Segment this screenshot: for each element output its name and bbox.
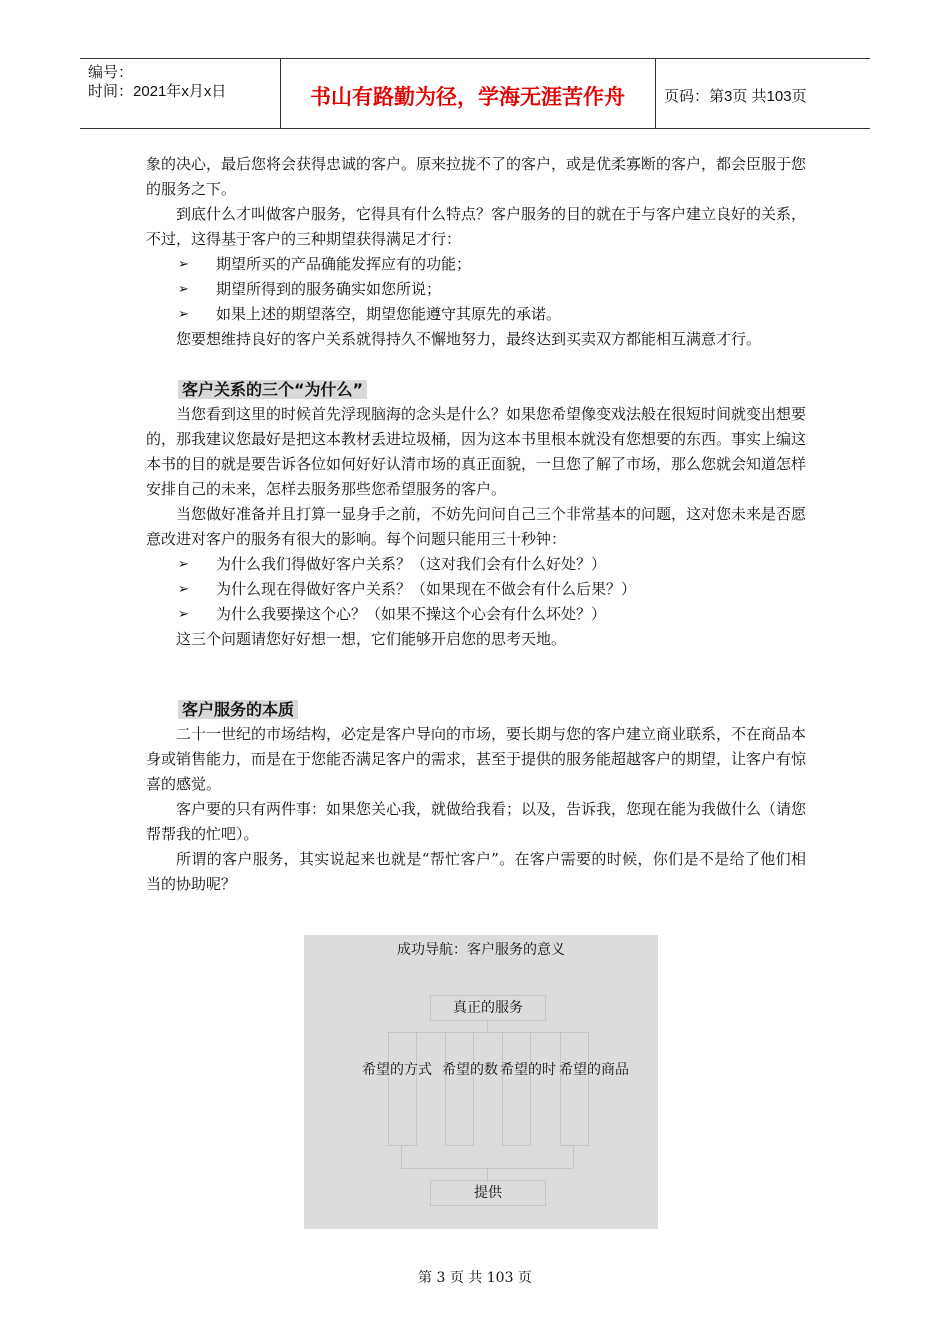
diagram-title: 成功导航：客户服务的意义 (397, 942, 565, 958)
service-diagram (304, 935, 658, 1229)
arrow-bullet-icon: ➢ (178, 257, 189, 272)
list-item-text: 为什么我们得做好客户关系？（这对我们会有什么好处？） (216, 555, 607, 573)
list-item (146, 302, 806, 327)
diagram-column-box (445, 1032, 474, 1146)
paragraph: 客户要的只有两件事：如果您关心我，就做给我看；以及，告诉我，您现在能为我做什么（请您帮帮我的忙吧）。 (146, 800, 807, 843)
arrow-bullet-icon: ➢ (178, 307, 189, 322)
diagram-connector (487, 1168, 488, 1180)
section-heading-text: 客户关系的三个“为什么” (178, 380, 367, 399)
page-header (80, 58, 870, 129)
list-item (146, 252, 806, 277)
paragraph: 当您看到这里的时候首先浮现脑海的念头是什么？如果您希望像变戏法般在很短时间就变出想要的，那我建议您最好是把这本教材丢进垃圾桶，因为这本书里根本就没有您想要的东西。事实上编这本书的目的就是要告诉各位如何好好认清市场的真正面貌，一旦您了解了市场，那么您就会知道怎样安排自己的未来，怎样去服务那些您希望服务的客户。 (146, 405, 807, 498)
diagram-connector (573, 1145, 574, 1168)
diagram-items (362, 1059, 629, 1079)
header-divider (655, 59, 656, 128)
header-motto: 书山有路勤为径，学海无涯苦作舟 (310, 86, 625, 109)
list-item-text: 期望所得到的服务确实如您所说； (216, 280, 442, 298)
paragraph: 这三个问题请您好好想一想，它们能够开启您的思考天地。 (176, 630, 567, 648)
list-item (146, 577, 806, 602)
diagram-top-box: 真正的服务 (430, 995, 546, 1021)
paragraph: 到底什么才叫做客户服务，它得具有什么特点？客户服务的目的就在于与客户建立良好的关系，不过，这得基于客户的三种期望获得满足才行： (146, 205, 807, 248)
paragraph: 象的决心，最后您将会获得忠诚的客户。原来拉拢不了的客户，或是优柔寡断的客户，都会臣服于您的服务之下。 (146, 155, 807, 198)
header-time: 时间：2021年x月x日 (88, 83, 227, 100)
paragraph: 您要想维持良好的客户关系就得持久不懈地努力，最终达到买卖双方都能相互满意才行。 (176, 330, 762, 348)
paragraph: 当您做好准备并且打算一显身手之前，不妨先问问自己三个非常基本的问题，这对您未来是否愿意改进对客户的服务有很大的影响。每个问题只能用三十秒钟： (146, 505, 807, 548)
diagram-item: 希望的商品 (559, 1062, 629, 1078)
list-item-text: 期望所买的产品确能发挥应有的功能； (216, 255, 472, 273)
diagram-connector (401, 1032, 573, 1033)
list-item (146, 552, 806, 577)
diagram-item: 希望的数 (442, 1062, 498, 1078)
arrow-bullet-icon: ➢ (178, 282, 189, 297)
paragraph: 二十一世纪的市场结构，必定是客户导向的市场，要长期与您的客户建立商业联系，不在商品本身或销售能力，而是在于您能否满足客户的需求，甚至于提供的服务能超越客户的期望，让客户有惊喜的感觉。 (146, 725, 807, 793)
diagram-item: 希望的方式 (362, 1062, 432, 1078)
list-item-text: 为什么现在得做好客户关系？（如果现在不做会有什么后果？） (216, 580, 637, 598)
list-item-text: 为什么我要操这个心？（如果不操这个心会有什么坏处？） (216, 605, 607, 623)
diagram-bottom-box: 提供 (430, 1180, 546, 1206)
arrow-bullet-icon: ➢ (178, 557, 189, 572)
diagram-item: 希望的时 (500, 1062, 556, 1078)
header-number: 编号： (88, 64, 134, 81)
list-item (146, 602, 806, 627)
header-meta (88, 63, 226, 101)
header-page-number: 页码：第3页 共103页 (664, 88, 807, 105)
list-item-text: 如果上述的期望落空，期望您能遵守其原先的承诺。 (216, 305, 562, 323)
arrow-bullet-icon: ➢ (178, 607, 189, 622)
diagram-connector (401, 1145, 402, 1168)
section-heading (146, 377, 806, 402)
paragraph: 所谓的客户服务，其实说起来也就是“帮忙客户”。在客户需要的时候，你们是不是给了他们相当的协助呢？ (146, 850, 806, 893)
document-body (146, 152, 806, 897)
arrow-bullet-icon: ➢ (178, 582, 189, 597)
section-heading (146, 697, 806, 722)
diagram-connector (487, 1020, 488, 1032)
diagram-column-box (388, 1032, 417, 1146)
list-item (146, 277, 806, 302)
diagram-column-box (560, 1032, 589, 1146)
page-footer: 第 3 页 共 103 页 (418, 1270, 532, 1286)
diagram-column-box (502, 1032, 531, 1146)
section-heading-text: 客户服务的本质 (178, 700, 298, 719)
